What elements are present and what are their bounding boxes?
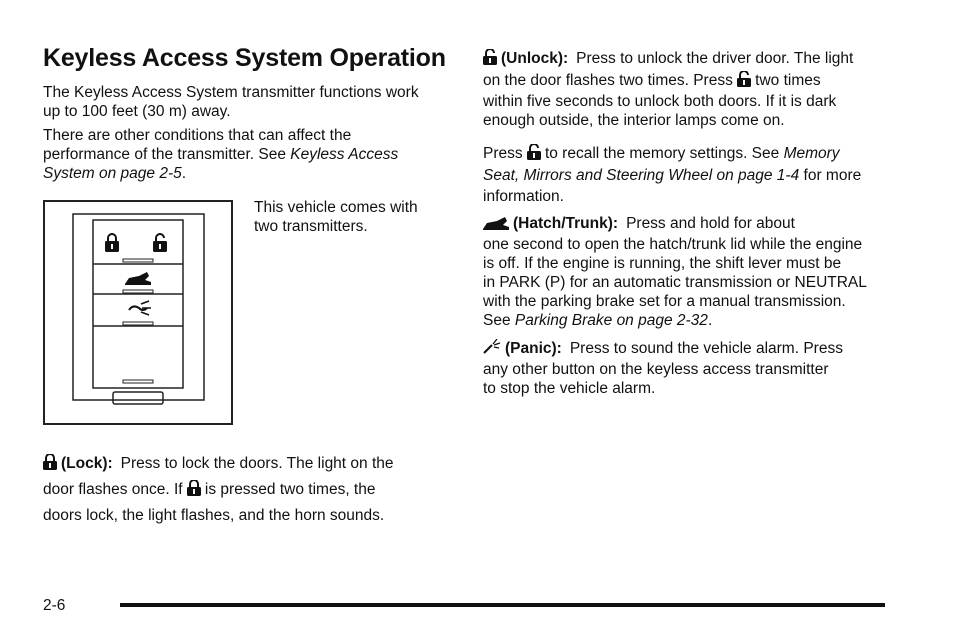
conditions-ref-link[interactable]: Keyless Access System on page 2-5 bbox=[43, 146, 399, 182]
hatch-text: in PARK (P) for an automatic transmission or NEUTRAL bbox=[483, 274, 867, 291]
key-fob-illustration bbox=[45, 202, 231, 423]
unlock-text: two times bbox=[755, 72, 821, 89]
conditions-paragraph bbox=[43, 126, 433, 183]
hatch-label: (Hatch/Trunk): bbox=[513, 215, 619, 232]
panic-text: any other button on the keyless access transmitter bbox=[483, 361, 829, 378]
memory-seat-ref-link[interactable]: Seat, Mirrors and Steering Wheel on page 1-4 bbox=[483, 167, 800, 184]
figure-caption bbox=[254, 198, 418, 236]
transmitter-figure bbox=[43, 200, 233, 425]
recall-text: Press bbox=[483, 145, 523, 162]
lock-label: (Lock): bbox=[61, 455, 113, 472]
section-title: Keyless Access System Operation bbox=[43, 44, 446, 72]
hatch-text: one second to open the hatch/trunk lid while the engine bbox=[483, 236, 863, 253]
hatch-icon bbox=[483, 216, 509, 230]
unlock-label: (Unlock): bbox=[501, 50, 569, 67]
recall-text: information. bbox=[483, 188, 564, 205]
fob-panic-icon bbox=[129, 301, 151, 315]
panic-paragraph bbox=[483, 338, 903, 398]
panic-icon bbox=[483, 339, 501, 355]
hatch-text: is off. If the engine is running, the shift lever must be bbox=[483, 255, 842, 272]
recall-text: to recall the memory settings. See bbox=[544, 145, 780, 162]
unlock-text: on the door flashes two times. Press bbox=[483, 72, 733, 89]
unlock-icon bbox=[483, 49, 497, 65]
lock-text: doors lock, the light flashes, and the horn sounds. bbox=[43, 507, 385, 524]
memory-seat-ref-link[interactable]: Memory bbox=[783, 145, 840, 162]
recall-paragraph bbox=[483, 143, 903, 206]
fob-lock-icon bbox=[105, 234, 119, 252]
hatch-text: Press and hold for about bbox=[626, 215, 795, 232]
recall-text: for more bbox=[803, 167, 862, 184]
page-number: 2-6 bbox=[43, 597, 66, 614]
panic-text: to stop the vehicle alarm. bbox=[483, 380, 656, 397]
hatch-text: with the parking brake set for a manual transmission. bbox=[483, 293, 846, 310]
conditions-end: . bbox=[181, 165, 187, 182]
intro-paragraph: The Keyless Access System transmitter functions work up to 100 feet (30 m) away. bbox=[43, 84, 419, 120]
lock-text: is pressed two times, the bbox=[204, 481, 376, 498]
parking-brake-ref-link[interactable]: Parking Brake on page 2-32 bbox=[514, 312, 708, 329]
unlock-icon bbox=[737, 71, 751, 87]
footer-rule bbox=[120, 603, 885, 607]
fob-hatch-icon bbox=[125, 272, 151, 285]
lock-icon bbox=[187, 480, 201, 496]
unlock-icon bbox=[527, 144, 541, 160]
unlock-paragraph bbox=[483, 48, 903, 130]
fob-unlock-icon bbox=[153, 234, 167, 252]
lock-icon bbox=[43, 454, 57, 470]
hatch-text: See bbox=[483, 312, 511, 329]
panic-label: (Panic): bbox=[505, 340, 562, 357]
figure-caption-line: two transmitters. bbox=[254, 218, 368, 235]
lock-paragraph bbox=[43, 451, 443, 529]
lock-text: door flashes once. If bbox=[43, 481, 183, 498]
unlock-text: Press to unlock the driver door. The light bbox=[576, 50, 854, 67]
hatch-text: . bbox=[707, 312, 713, 329]
unlock-text: enough outside, the interior lamps come on. bbox=[483, 112, 785, 129]
panic-text: Press to sound the vehicle alarm. Press bbox=[569, 340, 843, 357]
lock-text: Press to lock the doors. The light on the bbox=[120, 455, 394, 472]
conditions-text: There are other conditions that can affect the performance of the transmitter. See bbox=[43, 127, 352, 163]
hatch-paragraph bbox=[483, 213, 903, 330]
unlock-text: within five seconds to unlock both doors. If it is dark bbox=[483, 93, 837, 110]
figure-caption-line: This vehicle comes with bbox=[254, 199, 418, 216]
